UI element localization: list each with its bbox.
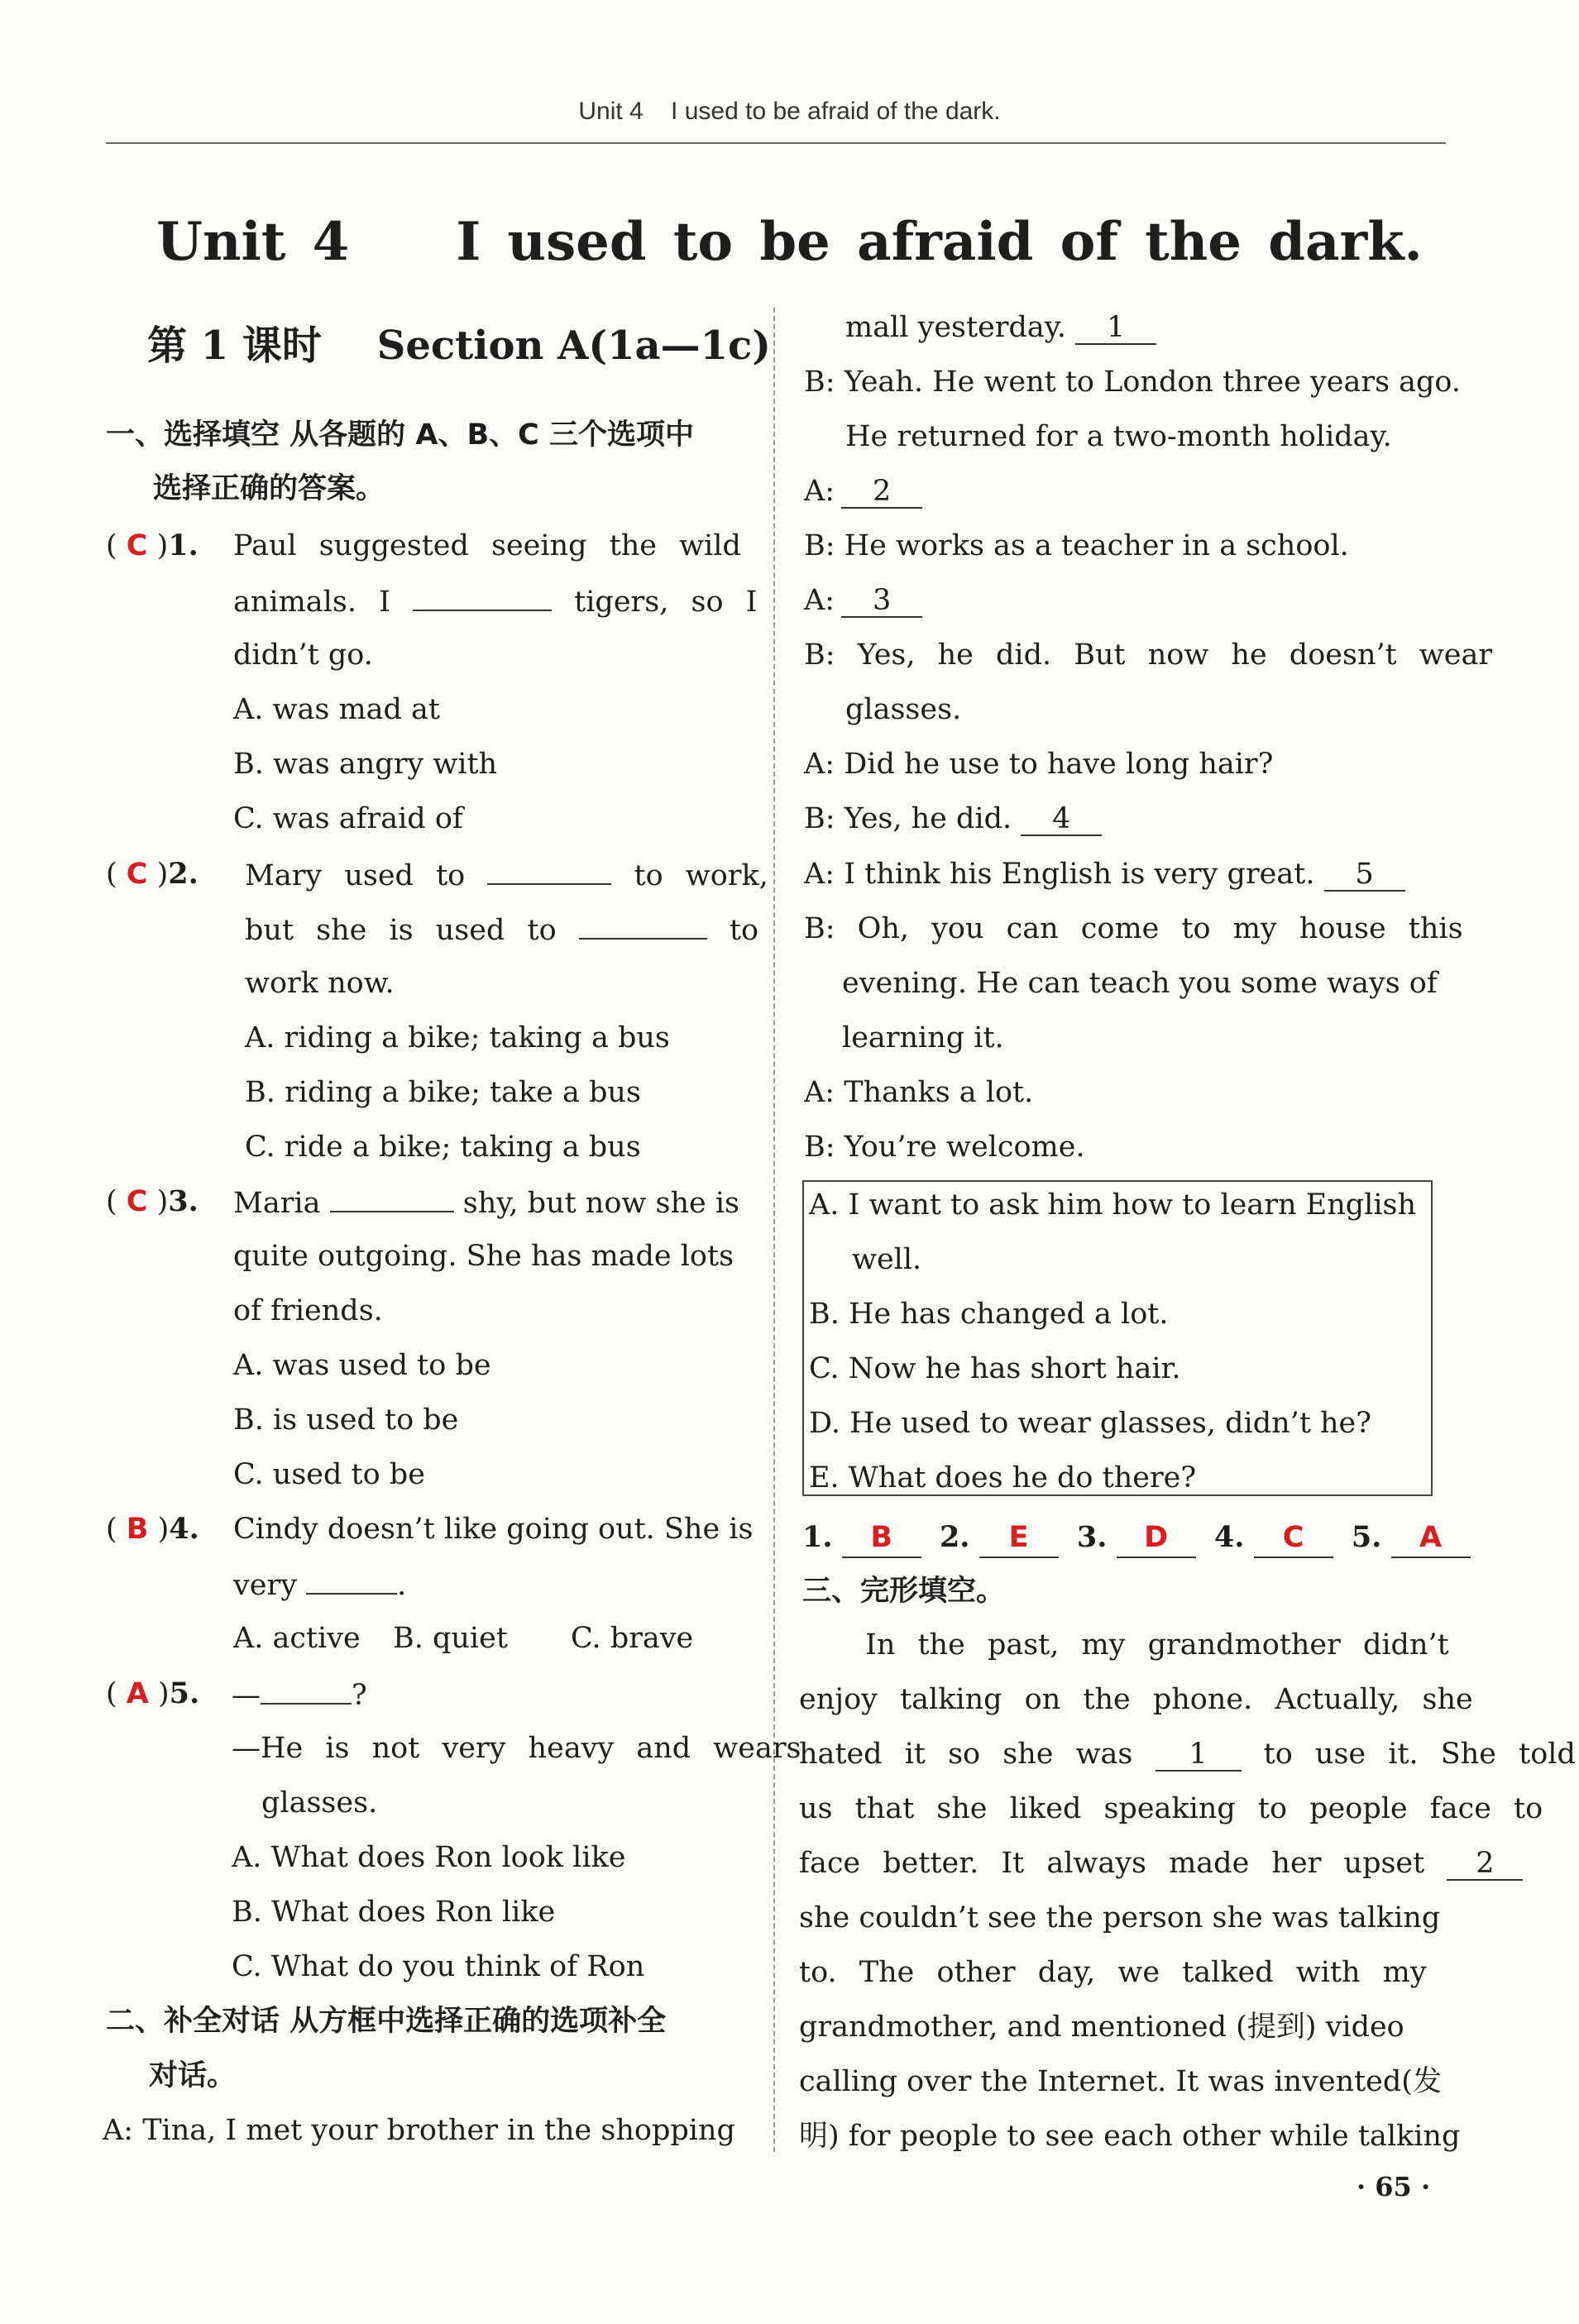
blank xyxy=(330,1183,454,1212)
dialog-blank-2: 2 xyxy=(841,477,922,509)
answer-5: A xyxy=(1391,1518,1471,1558)
q4-option-b: B. quiet xyxy=(393,1622,508,1655)
answer-mark: C xyxy=(126,1185,148,1218)
option-c: C. Now he has short hair. xyxy=(809,1352,1181,1385)
dialog-line-10: A: Did he use to have long hair? xyxy=(804,748,1274,781)
answer-4: C xyxy=(1254,1518,1333,1558)
passage-line-5: face better. It always made her upset 2 xyxy=(799,1844,1523,1882)
passage-line-8: grandmother, and mentioned (提到) video xyxy=(799,2011,1404,2044)
q5-line1: — ? xyxy=(232,1675,367,1714)
dialog-line-4: He returned for a two-month holiday. xyxy=(845,420,1392,453)
options-box xyxy=(802,1180,1433,1496)
dialog-line-3: B: Yeah. He went to London three years ago. xyxy=(804,366,1462,399)
answer-2: E xyxy=(979,1518,1059,1558)
passage-line-3: hated it so she was 1 to use it. She told xyxy=(799,1738,1576,1771)
page-number: · 65 · xyxy=(1357,2171,1431,2202)
q2-option-a: A. riding a bike; taking a bus xyxy=(245,1021,670,1054)
dialog-line-1: A: Tina, I met your brother in the shopping xyxy=(103,2114,735,2147)
answer-mark: B xyxy=(126,1513,149,1546)
q4-option-a: A. active xyxy=(233,1622,361,1655)
passage-line-10: 明) for people to see each other while talking xyxy=(799,2120,1461,2153)
passage-line-9: calling over the Internet. It was invented(发 xyxy=(799,2065,1442,2098)
dialog-line-2: mall yesterday. 1 xyxy=(845,308,1156,347)
q1-option-c: C. was afraid of xyxy=(233,802,463,835)
answer-3: D xyxy=(1117,1518,1196,1558)
section3-heading: 三、完形填空。 xyxy=(802,1575,1006,1608)
passage-line-6: she couldn’t see the person she was talking xyxy=(799,1901,1441,1934)
option-a-cont: well. xyxy=(852,1243,922,1276)
cloze-blank-2: 2 xyxy=(1447,1849,1523,1881)
q5-option-c: C. What do you think of Ron xyxy=(232,1950,645,1983)
answer-mark: A xyxy=(126,1677,149,1710)
blank xyxy=(306,1565,397,1595)
q5-option-a: A. What does Ron look like xyxy=(232,1841,626,1874)
q3-option-b: B. is used to be xyxy=(233,1403,459,1437)
q1-option-b: B. was angry with xyxy=(233,748,498,781)
q2-option-c: C. ride a bike; taking a bus xyxy=(245,1131,641,1164)
question-1: ( C )1. xyxy=(106,528,199,562)
dialog-line-7: A: 3 xyxy=(804,581,922,619)
answer-mark: C xyxy=(126,529,148,562)
dialog-line-9: glasses. xyxy=(845,693,962,726)
q5-option-b: B. What does Ron like xyxy=(232,1896,556,1929)
dialog-line-5: A: 2 xyxy=(804,472,922,510)
option-d: D. He used to wear glasses, didn’t he? xyxy=(809,1407,1372,1440)
dialog-line-14: evening. He can teach you some ways of xyxy=(842,967,1438,1000)
answer-mark: C xyxy=(126,858,148,891)
section2-heading-cont: 对话。 xyxy=(149,2059,237,2092)
running-header: Unit 4 I used to be afraid of the dark. xyxy=(578,98,1001,125)
lesson-title: 第 1 课时 Section A(1a—1c) xyxy=(147,323,771,369)
q1-line1: Paul suggested seeing the wild xyxy=(233,529,741,562)
q1-option-a: A. was mad at xyxy=(233,693,440,726)
question-5: ( A )5. xyxy=(106,1676,200,1710)
q3-line1: Maria shy, but now she is xyxy=(233,1183,739,1222)
blank xyxy=(261,1675,352,1705)
q1-line2: animals. I tigers, so I xyxy=(233,581,757,621)
q3-line2: quite outgoing. She has made lots xyxy=(233,1240,734,1273)
blank xyxy=(487,855,611,885)
option-e: E. What does he do there? xyxy=(809,1461,1197,1494)
dialog-line-17: B: You’re welcome. xyxy=(804,1131,1085,1164)
q1-line3: didn’t go. xyxy=(233,638,373,672)
q3-line3: of friends. xyxy=(233,1294,383,1327)
answer-1: B xyxy=(842,1518,921,1558)
dialog-blank-1: 1 xyxy=(1075,313,1156,345)
passage-line-4: us that she liked speaking to people face to xyxy=(799,1792,1543,1825)
dialog-line-13: B: Oh, you can come to my house this xyxy=(804,912,1463,945)
question-2: ( C )2. xyxy=(106,857,199,891)
passage-line-7: to. The other day, we talked with my xyxy=(799,1956,1427,1989)
q4-option-c: C. brave xyxy=(571,1622,694,1655)
q3-option-c: C. used to be xyxy=(233,1458,425,1491)
question-4: ( B )4. xyxy=(106,1512,199,1546)
dialog-line-15: learning it. xyxy=(842,1021,1004,1054)
dialog-blank-4: 4 xyxy=(1021,805,1102,836)
section1-heading: 一、选择填空 从各题的 A、B、C 三个选项中 xyxy=(106,418,695,452)
q2-option-b: B. riding a bike; take a bus xyxy=(245,1076,641,1109)
section2-heading: 二、补全对话 从方框中选择正确的选项补全 xyxy=(106,2005,667,2038)
question-3: ( C )3. xyxy=(106,1184,199,1218)
dialog-blank-5: 5 xyxy=(1324,860,1405,892)
option-a: A. I want to ask him how to learn English xyxy=(809,1188,1417,1222)
dialog-line-11: B: Yes, he did. 4 xyxy=(804,800,1102,838)
q2-line1: Mary used to to work, xyxy=(245,855,768,895)
q3-option-a: A. was used to be xyxy=(233,1349,491,1382)
page-title: Unit 4 I used to be afraid of the dark. xyxy=(156,211,1423,273)
q4-line1: Cindy doesn’t like going out. She is xyxy=(233,1513,754,1546)
blank xyxy=(579,910,707,940)
option-b: B. He has changed a lot. xyxy=(809,1298,1169,1331)
passage-line-1: In the past, my grandmother didn’t xyxy=(865,1628,1449,1662)
dialog-line-8: B: Yes, he did. But now he doesn’t wear xyxy=(804,638,1493,672)
header-rule xyxy=(106,142,1446,144)
column-divider xyxy=(773,308,775,2152)
dialog-line-16: A: Thanks a lot. xyxy=(804,1076,1034,1109)
blank xyxy=(413,581,552,611)
q4-line2: very . xyxy=(233,1565,406,1604)
q2-line2: but she is used to to xyxy=(245,910,758,949)
q5-line3: glasses. xyxy=(261,1786,378,1820)
q5-line2: —He is not very heavy and wears xyxy=(232,1732,801,1765)
answer-row: 1. B 2. E 3. D 4. C 5. A xyxy=(802,1518,1471,1558)
dialog-blank-3: 3 xyxy=(841,586,922,618)
passage-line-2: enjoy talking on the phone. Actually, she xyxy=(799,1683,1473,1716)
section1-heading-cont: 选择正确的答案。 xyxy=(153,472,385,505)
cloze-blank-1: 1 xyxy=(1156,1740,1242,1772)
dialog-line-6: B: He works as a teacher in a school. xyxy=(804,529,1349,562)
q2-line3: work now. xyxy=(245,967,395,1000)
dialog-line-12: A: I think his English is very great. 5 xyxy=(804,855,1405,893)
